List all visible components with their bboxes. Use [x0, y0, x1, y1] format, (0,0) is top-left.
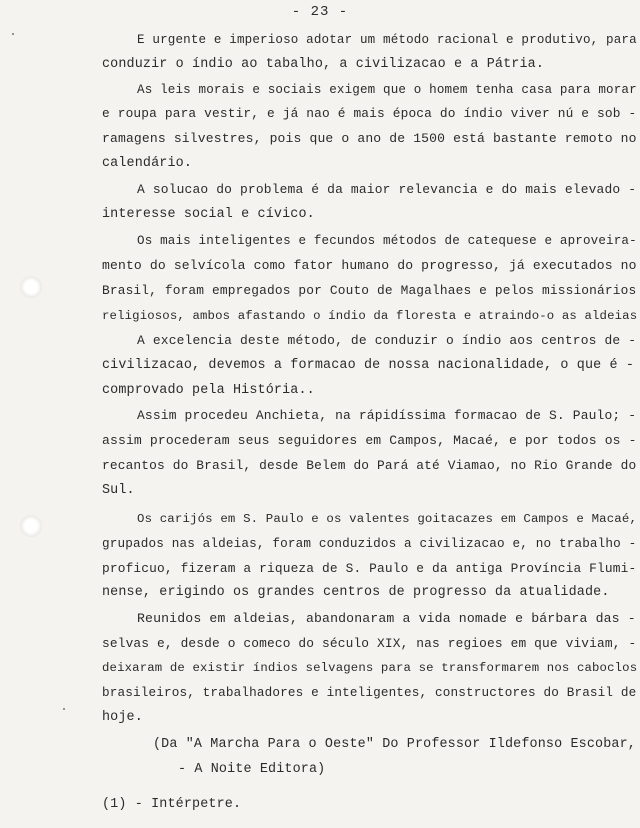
- text-line: deixaram de existir índios selvagens para se transformarem nos caboclos: [102, 661, 638, 675]
- text-line: comprovado pela História..: [102, 383, 315, 398]
- text-line: Brasil, foram empregados por Couto de Magalhaes e pelos missionários: [102, 283, 637, 298]
- text-line: Assim procedeu Anchieta, na rápidíssima formacao de S. Paulo; -: [137, 408, 637, 423]
- text-line: mento do selvícola como fator humano do progresso, já executados no: [102, 258, 637, 273]
- text-line: e roupa para vestir, e já nao é mais época do índio viver nú e sob -: [102, 106, 637, 121]
- text-line: brasileiros, trabalhadores e inteligentes, constructores do Brasil de: [102, 685, 637, 700]
- source-credit-line: (Da "A Marcha Para o Oeste" Do Professor Ildefonso Escobar,: [153, 737, 636, 752]
- punch-hole: [20, 276, 42, 298]
- punch-hole: [20, 515, 42, 537]
- text-line: proficuo, fizeram a riqueza de S. Paulo e da antiga Província Flumi-: [102, 561, 637, 576]
- text-line: Sul.: [102, 483, 135, 498]
- page-number: - 23 -: [291, 4, 349, 20]
- text-line: religiosos, ambos afastando o índio da floresta e atraindo-o as aldeias: [102, 309, 638, 323]
- text-line: hoje.: [102, 710, 143, 725]
- speck: [63, 708, 65, 710]
- text-line: civilizacao, devemos a formacao de nossa nacionalidade, o que é -: [102, 358, 635, 373]
- source-credit-line: - A Noite Editora): [178, 762, 326, 777]
- text-line: calendário.: [102, 156, 193, 171]
- text-line: A solucao do problema é da maior relevancia e do mais elevado -: [137, 182, 637, 197]
- text-line: nense, erigindo os grandes centros de progresso da atualidade.: [102, 585, 610, 600]
- text-line: selvas e, desde o comeco do século XIX, nas regioes em que viviam, -: [102, 636, 637, 651]
- footnote: (1) - Intérpetre.: [102, 797, 242, 812]
- text-line: grupados nas aldeias, foram conduzidos a civilizacao e, no trabalho -: [102, 536, 637, 551]
- text-line: Os mais inteligentes e fecundos métodos de catequese e aproveira-: [137, 234, 637, 248]
- text-line: interesse social e cívico.: [102, 207, 315, 222]
- text-line: assim procederam seus seguidores em Campos, Macaé, e por todos os -: [102, 433, 637, 448]
- text-line: conduzir o índio ao tabalho, a civilizacao e a Pátria.: [102, 57, 545, 72]
- speck: [12, 33, 14, 35]
- text-line: Os carijós em S. Paulo e os valentes goitacazes em Campos e Macaé,: [137, 512, 638, 526]
- text-line: A excelencia deste método, de conduzir o índio aos centros de -: [137, 333, 637, 348]
- text-line: E urgente e imperioso adotar um método racional e produtivo, para: [137, 33, 637, 47]
- text-line: As leis morais e sociais exigem que o homem tenha casa para morar: [137, 83, 637, 97]
- text-line: recantos do Brasil, desde Belem do Pará até Viamao, no Rio Grande do: [102, 458, 637, 473]
- text-line: Reunidos em aldeias, abandonaram a vida nomade e bárbara das -: [137, 611, 636, 626]
- text-line: ramagens silvestres, pois que o ano de 1500 está bastante remoto no: [102, 131, 637, 146]
